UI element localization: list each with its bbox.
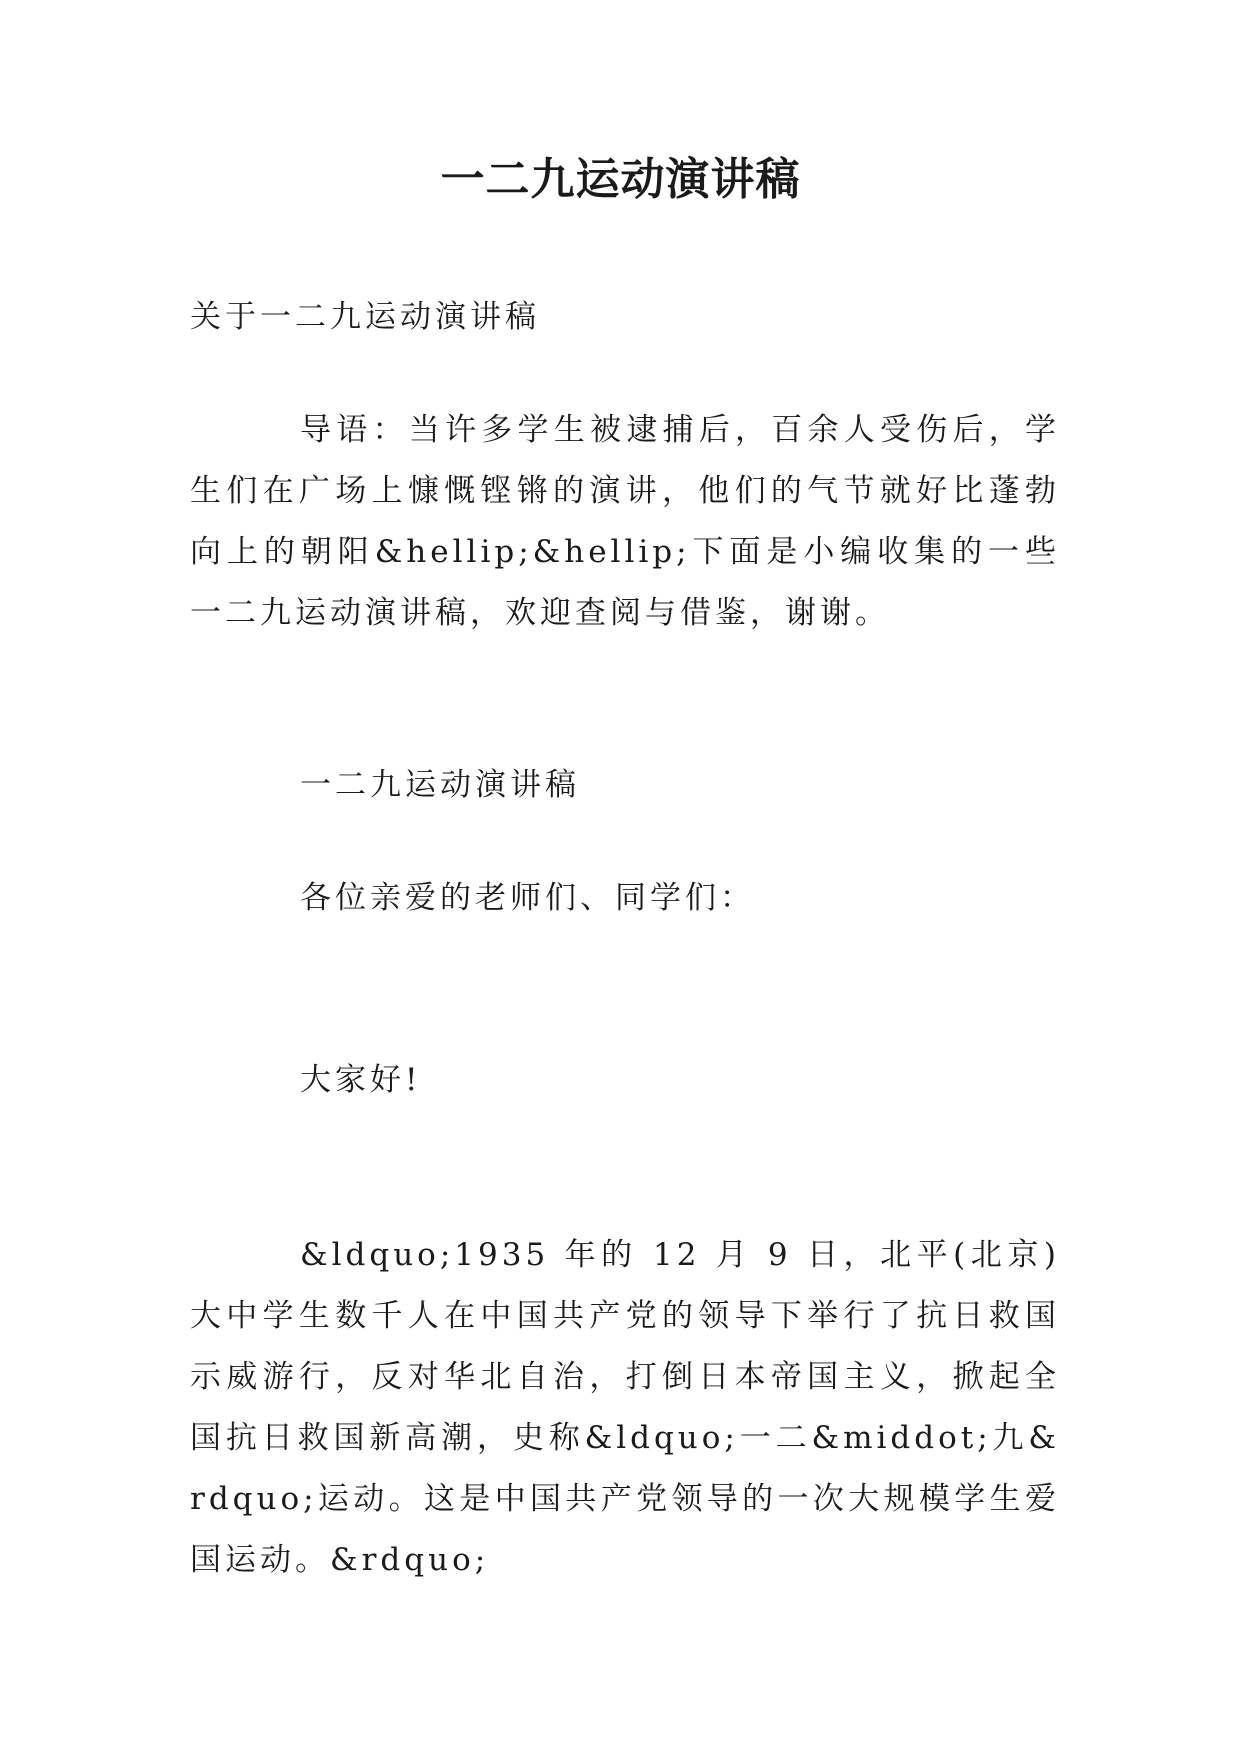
salutation-paragraph: 各位亲爱的老师们、同学们： (300, 880, 755, 916)
intro-paragraph: 导语：当许多学生被逮捕后，百余人受伤后，学生们在广场上慷慨铿锵的演讲，他们的气节就好比蓬勃向上的朝阳&hellip;&hellip;下面是小编收集的一些一二九运动演讲稿，欢迎查阅与借鉴，谢谢。 (190, 412, 1060, 631)
document-title: 一二九运动演讲稿 (440, 154, 801, 205)
greeting-paragraph: 大家好! (300, 1062, 422, 1098)
subtitle-paragraph: 关于一二九运动演讲稿 (190, 299, 540, 335)
body-paragraph: &ldquo;1935 年的 12 月 9 日，北平(北京)大中学生数千人在中国共产党的领导下举行了抗日救国示威游行，反对华北自治，打倒日本帝国主义，掀起全国抗日救国新高潮，史称&ldquo;一二&middot;九&rdquo;运动。这是中国共产党领导的一次大规模学生爱国运动。&rdquo; (190, 1237, 1060, 1578)
section-heading: 一二九运动演讲稿 (300, 767, 580, 803)
